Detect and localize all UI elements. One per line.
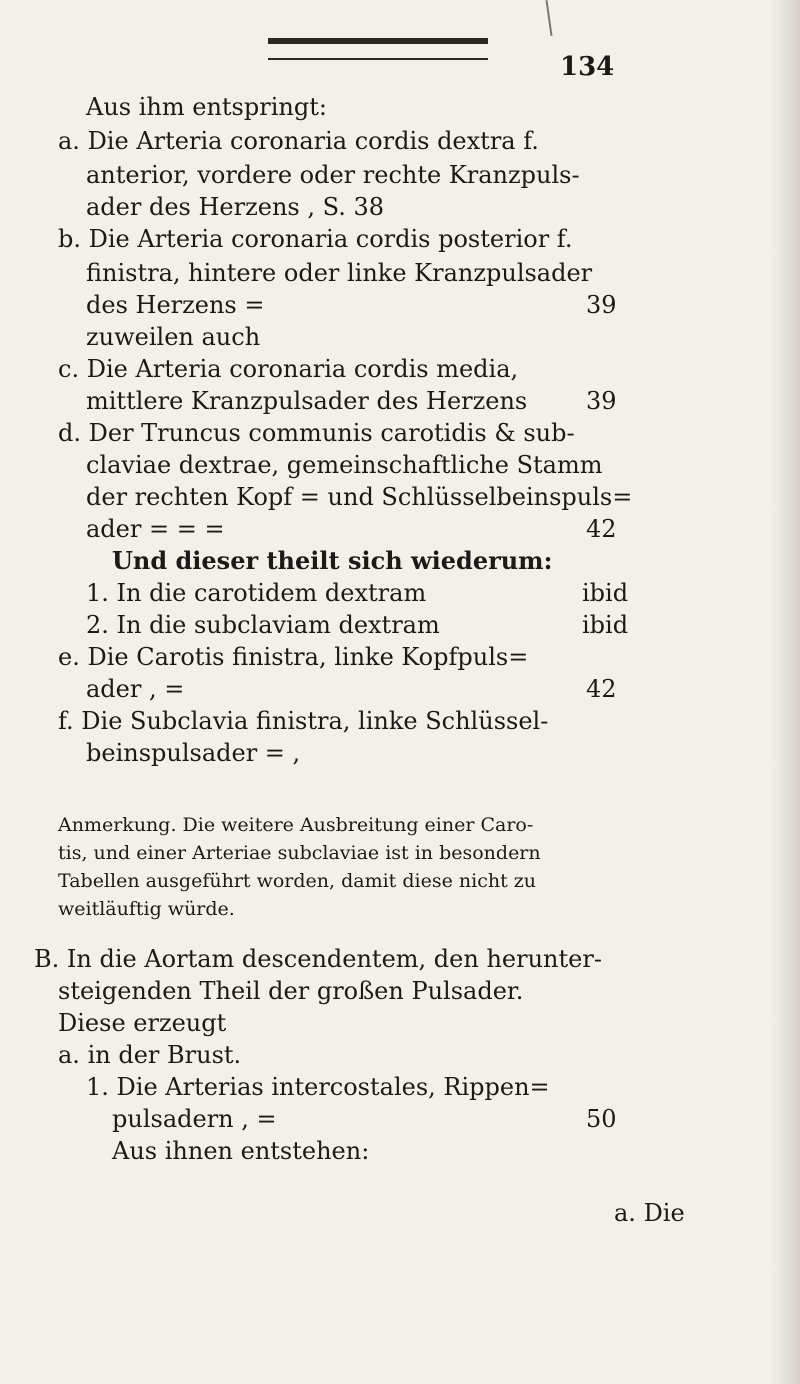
text-line: Diese erzeugt: [58, 1009, 227, 1037]
text-line: ader , =: [86, 675, 185, 703]
text-line: mittlere Kranzpulsader des Herzens: [86, 387, 528, 415]
page-edge-shadow: [770, 0, 800, 1384]
text-line: Und dieser theilt sich wiederum:: [112, 546, 553, 575]
text-line: d. Der Truncus communis carotidis & sub-: [58, 419, 575, 447]
text-line: ader = = =: [86, 515, 225, 543]
text-line: b. Die Arteria coronaria cordis posterior f.: [58, 225, 573, 253]
page-ref: 42: [586, 515, 617, 543]
text-line: der rechten Kopf = und Schlüsselbeinspuls=: [86, 483, 633, 511]
page-ref: ibid: [582, 611, 629, 639]
page-ref: 39: [586, 291, 617, 319]
note-line: tis, und einer Arteriae subclaviae ist in besondern: [58, 842, 541, 864]
text-line: zuweilen auch: [86, 323, 261, 351]
text-line: a. in der Brust.: [58, 1041, 242, 1069]
page-ref: 39: [586, 387, 617, 415]
text-line: e. Die Carotis finistra, linke Kopfpuls=: [58, 643, 529, 671]
text-line: anterior, vordere oder rechte Kranzpuls-: [86, 161, 580, 189]
page-number: 134: [560, 52, 615, 82]
header-rule: [268, 38, 488, 60]
text-line: 1. In die carotidem dextram: [86, 579, 427, 607]
text-line: Aus ihnen entstehen:: [112, 1137, 370, 1165]
text-line: a. Die Arteria coronaria cordis dextra f.: [58, 127, 539, 155]
text-line: ader des Herzens , S. 38: [86, 193, 384, 221]
text-line: finistra, hintere oder linke Kranzpulsader: [86, 259, 593, 287]
page-ref: 42: [586, 675, 617, 703]
page-ref: 50: [586, 1105, 617, 1133]
text-line: f. Die Subclavia finistra, linke Schlüssel-: [58, 707, 549, 735]
note-line: weitläuftig würde.: [58, 898, 235, 920]
text-line: 2. In die subclaviam dextram: [86, 611, 440, 639]
text-line: steigenden Theil der großen Pulsader.: [58, 977, 524, 1005]
text-line: claviae dextrae, gemeinschaftliche Stamm: [86, 451, 603, 479]
text-line: Aus ihm entspringt:: [86, 93, 327, 121]
text-line: pulsadern , =: [112, 1105, 277, 1133]
catchword: a. Die: [614, 1199, 685, 1227]
text-line: 1. Die Arterias intercostales, Rippen=: [86, 1073, 550, 1101]
page-fold-mark: [546, 0, 553, 36]
note-line: Anmerkung. Die weitere Ausbreitung einer Caro-: [58, 814, 534, 836]
page-ref: ibid: [582, 579, 629, 607]
note-line: Tabellen ausgeführt worden, damit diese nicht zu: [58, 870, 536, 892]
text-line: B. In die Aortam descendentem, den herunter-: [34, 945, 602, 973]
text-line: beinspulsader = ,: [86, 739, 301, 767]
text-line: c. Die Arteria coronaria cordis media,: [58, 355, 519, 383]
text-line: des Herzens =: [86, 291, 265, 319]
